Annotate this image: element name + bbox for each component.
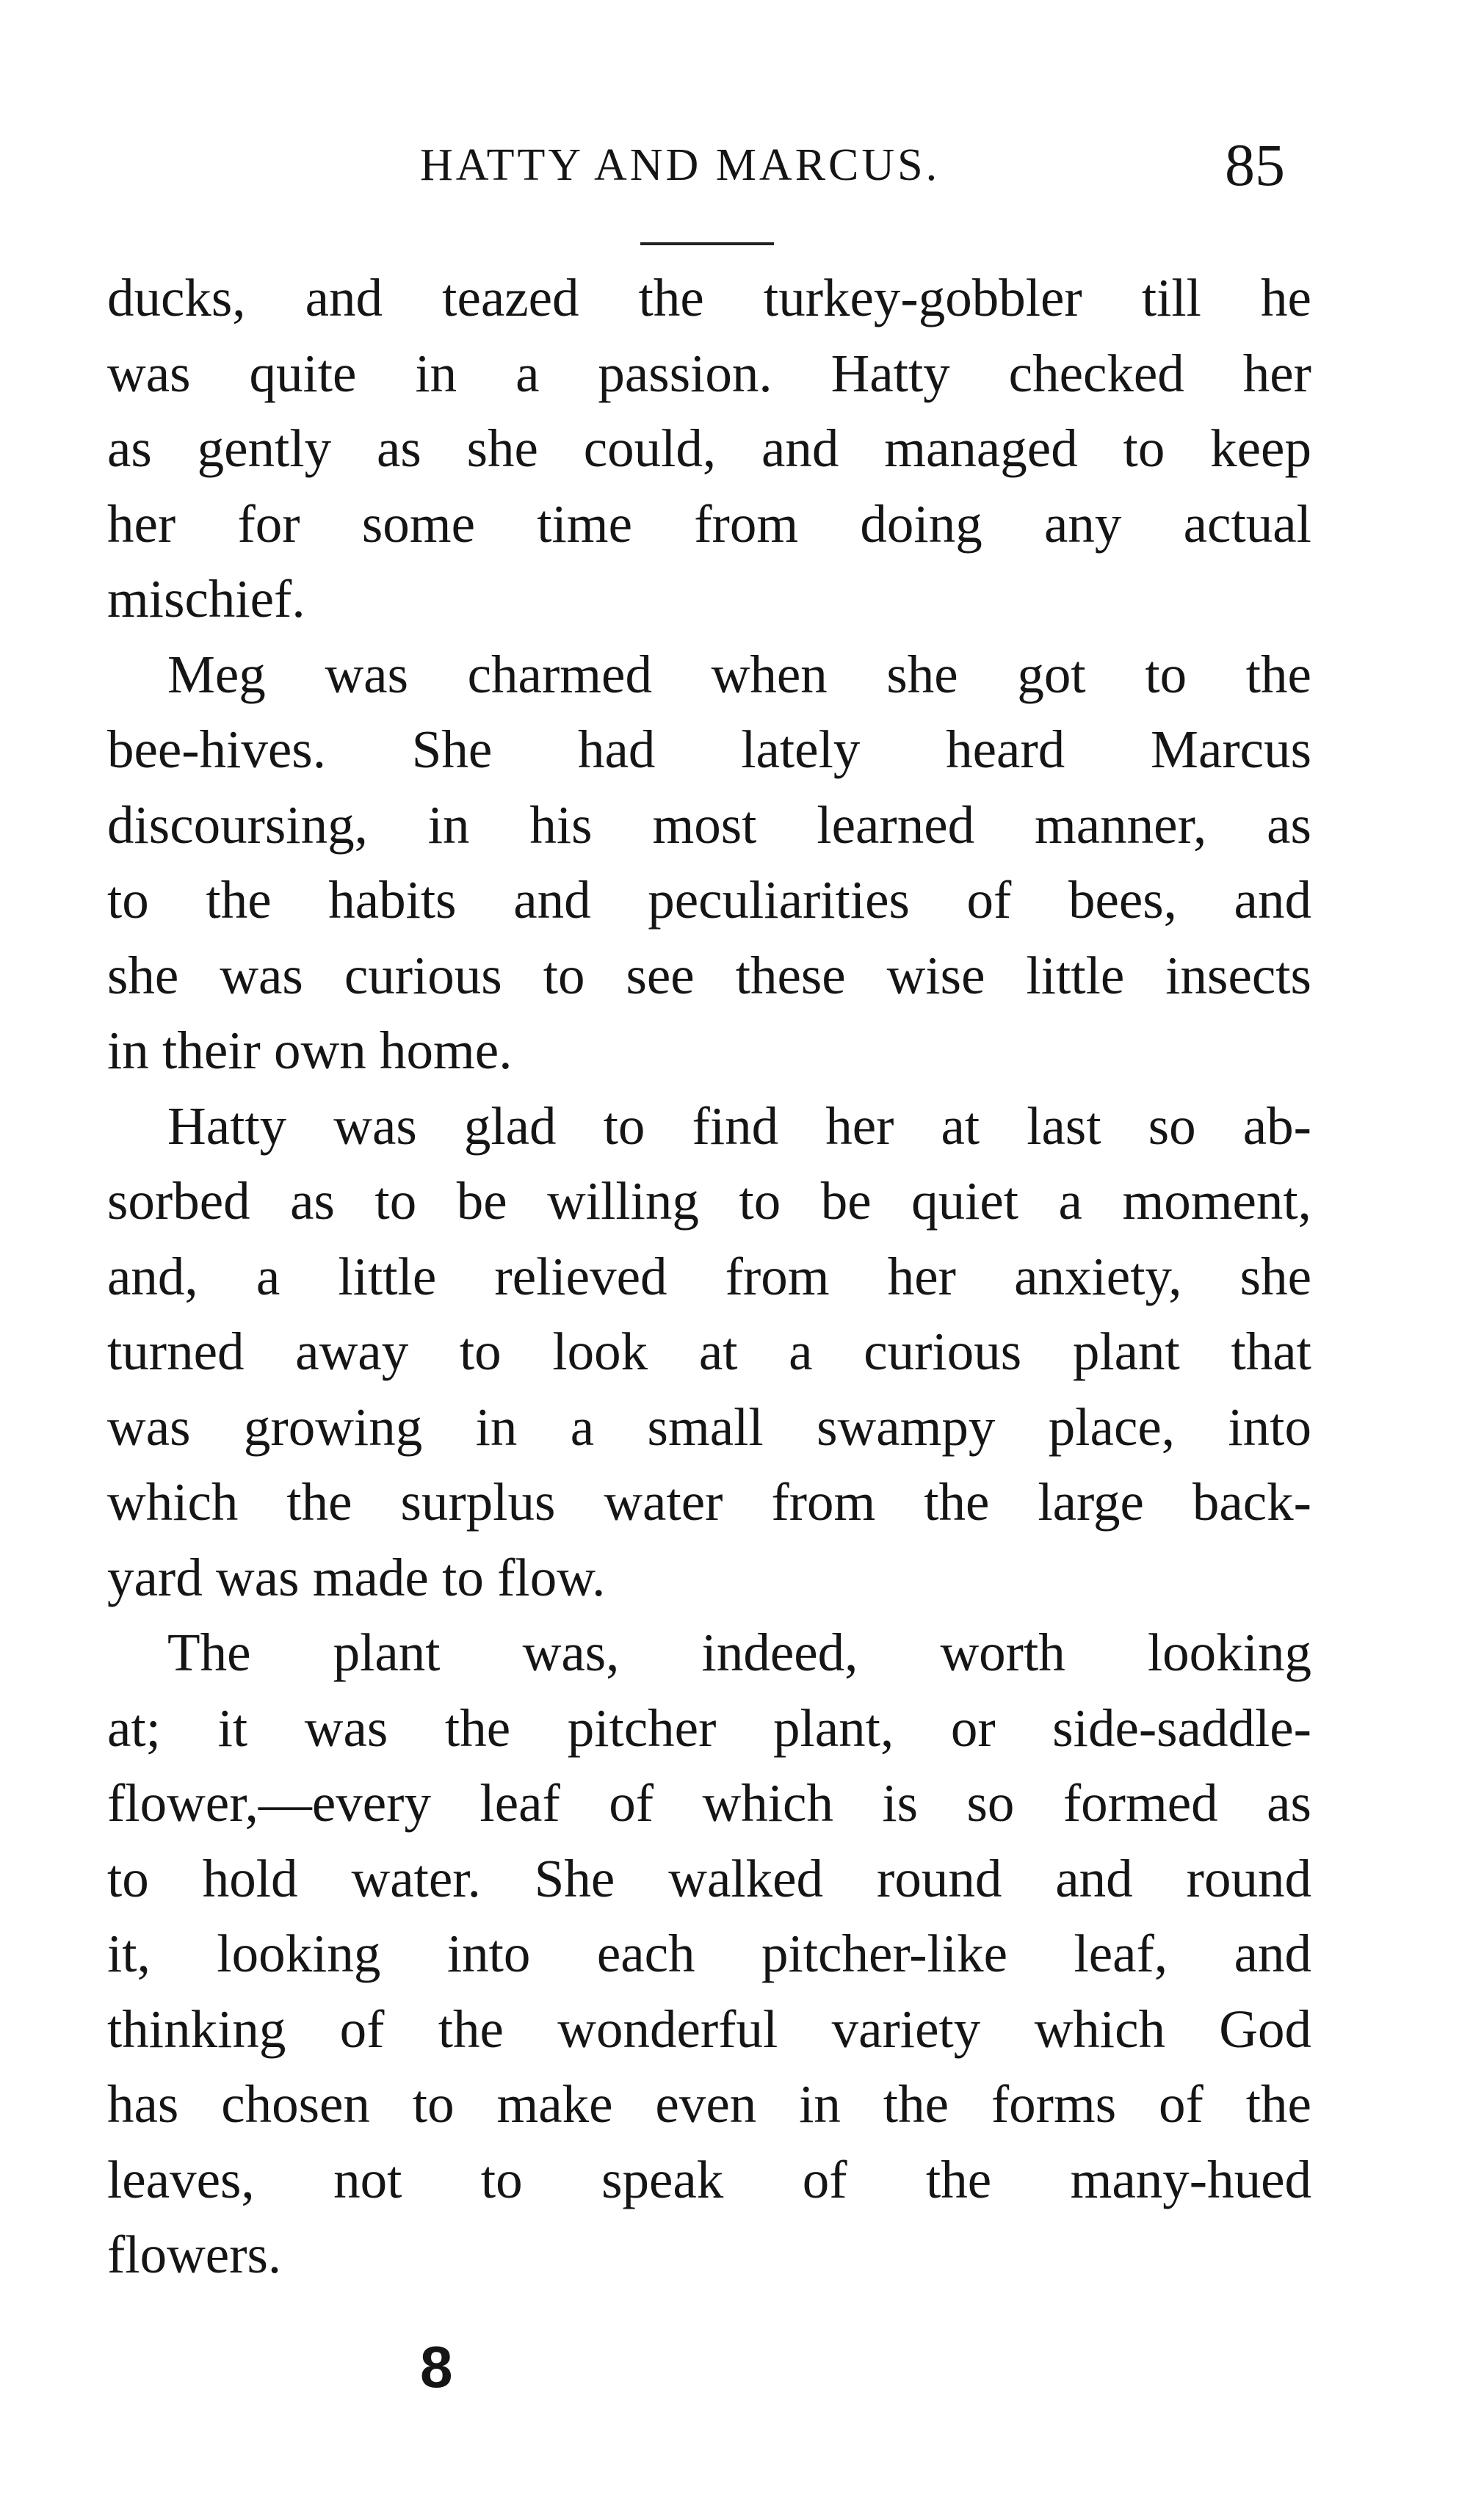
text-line: it, looking into each pitcher-like leaf, and — [107, 1924, 1311, 1983]
paragraph — [107, 261, 1311, 637]
body-text — [107, 261, 1311, 2293]
text-line: yard was made to flow. — [107, 1547, 606, 1607]
text-line: bee-hives. She had lately heard Marcus — [107, 720, 1311, 779]
text-line: flower,—every leaf of which is so formed as — [107, 1773, 1311, 1833]
text-line: to hold water. She walked round and round — [107, 1848, 1311, 1908]
text-line: to the habits and peculiarities of bees, and — [107, 870, 1311, 930]
text-line: leaves, not to speak of the many-hued — [107, 2149, 1311, 2209]
running-title: HATTY AND MARCUS. — [420, 140, 941, 190]
text-line: flowers. — [107, 2225, 282, 2284]
paragraph — [107, 1089, 1311, 1616]
text-line: was growing in a small swampy place, into — [107, 1397, 1311, 1457]
text-line: as gently as she could, and managed to keep — [107, 419, 1311, 478]
text-line: discoursing, in his most learned manner, as — [107, 794, 1311, 855]
paragraph — [107, 637, 1311, 1089]
text-line: Meg was charmed when she got to the — [167, 644, 1311, 704]
text-line: mischief. — [107, 569, 305, 629]
header-rule — [640, 242, 774, 245]
signature-mark: 8 — [420, 2334, 453, 2400]
text-line: was quite in a passion. Hatty checked her — [107, 343, 1311, 403]
page-number: 85 — [1225, 131, 1285, 198]
text-line: her for some time from doing any actual — [107, 493, 1311, 554]
text-line: The plant was, indeed, worth looking — [167, 1623, 1311, 1682]
text-line: thinking of the wonderful variety which God — [107, 1999, 1311, 2059]
text-line: Hatty was glad to find her at last so ab- — [167, 1095, 1311, 1156]
text-line: turned away to look at a curious plant that — [107, 1322, 1311, 1381]
paragraph — [107, 1615, 1311, 2293]
text-line: at; it was the pitcher plant, or side-saddle- — [107, 1698, 1311, 1758]
running-head — [0, 131, 1484, 197]
text-line: has chosen to make even in the forms of the — [107, 2074, 1311, 2134]
text-line: ducks, and teazed the turkey-gobbler till he — [107, 268, 1311, 327]
text-line: which the surplus water from the large back- — [107, 1472, 1311, 1532]
text-line: sorbed as to be willing to be quiet a moment, — [107, 1171, 1311, 1231]
text-line: she was curious to see these wise little insects — [107, 945, 1311, 1005]
text-line: in their own home. — [107, 1021, 513, 1080]
text-line: and, a little relieved from her anxiety, she — [107, 1246, 1311, 1306]
